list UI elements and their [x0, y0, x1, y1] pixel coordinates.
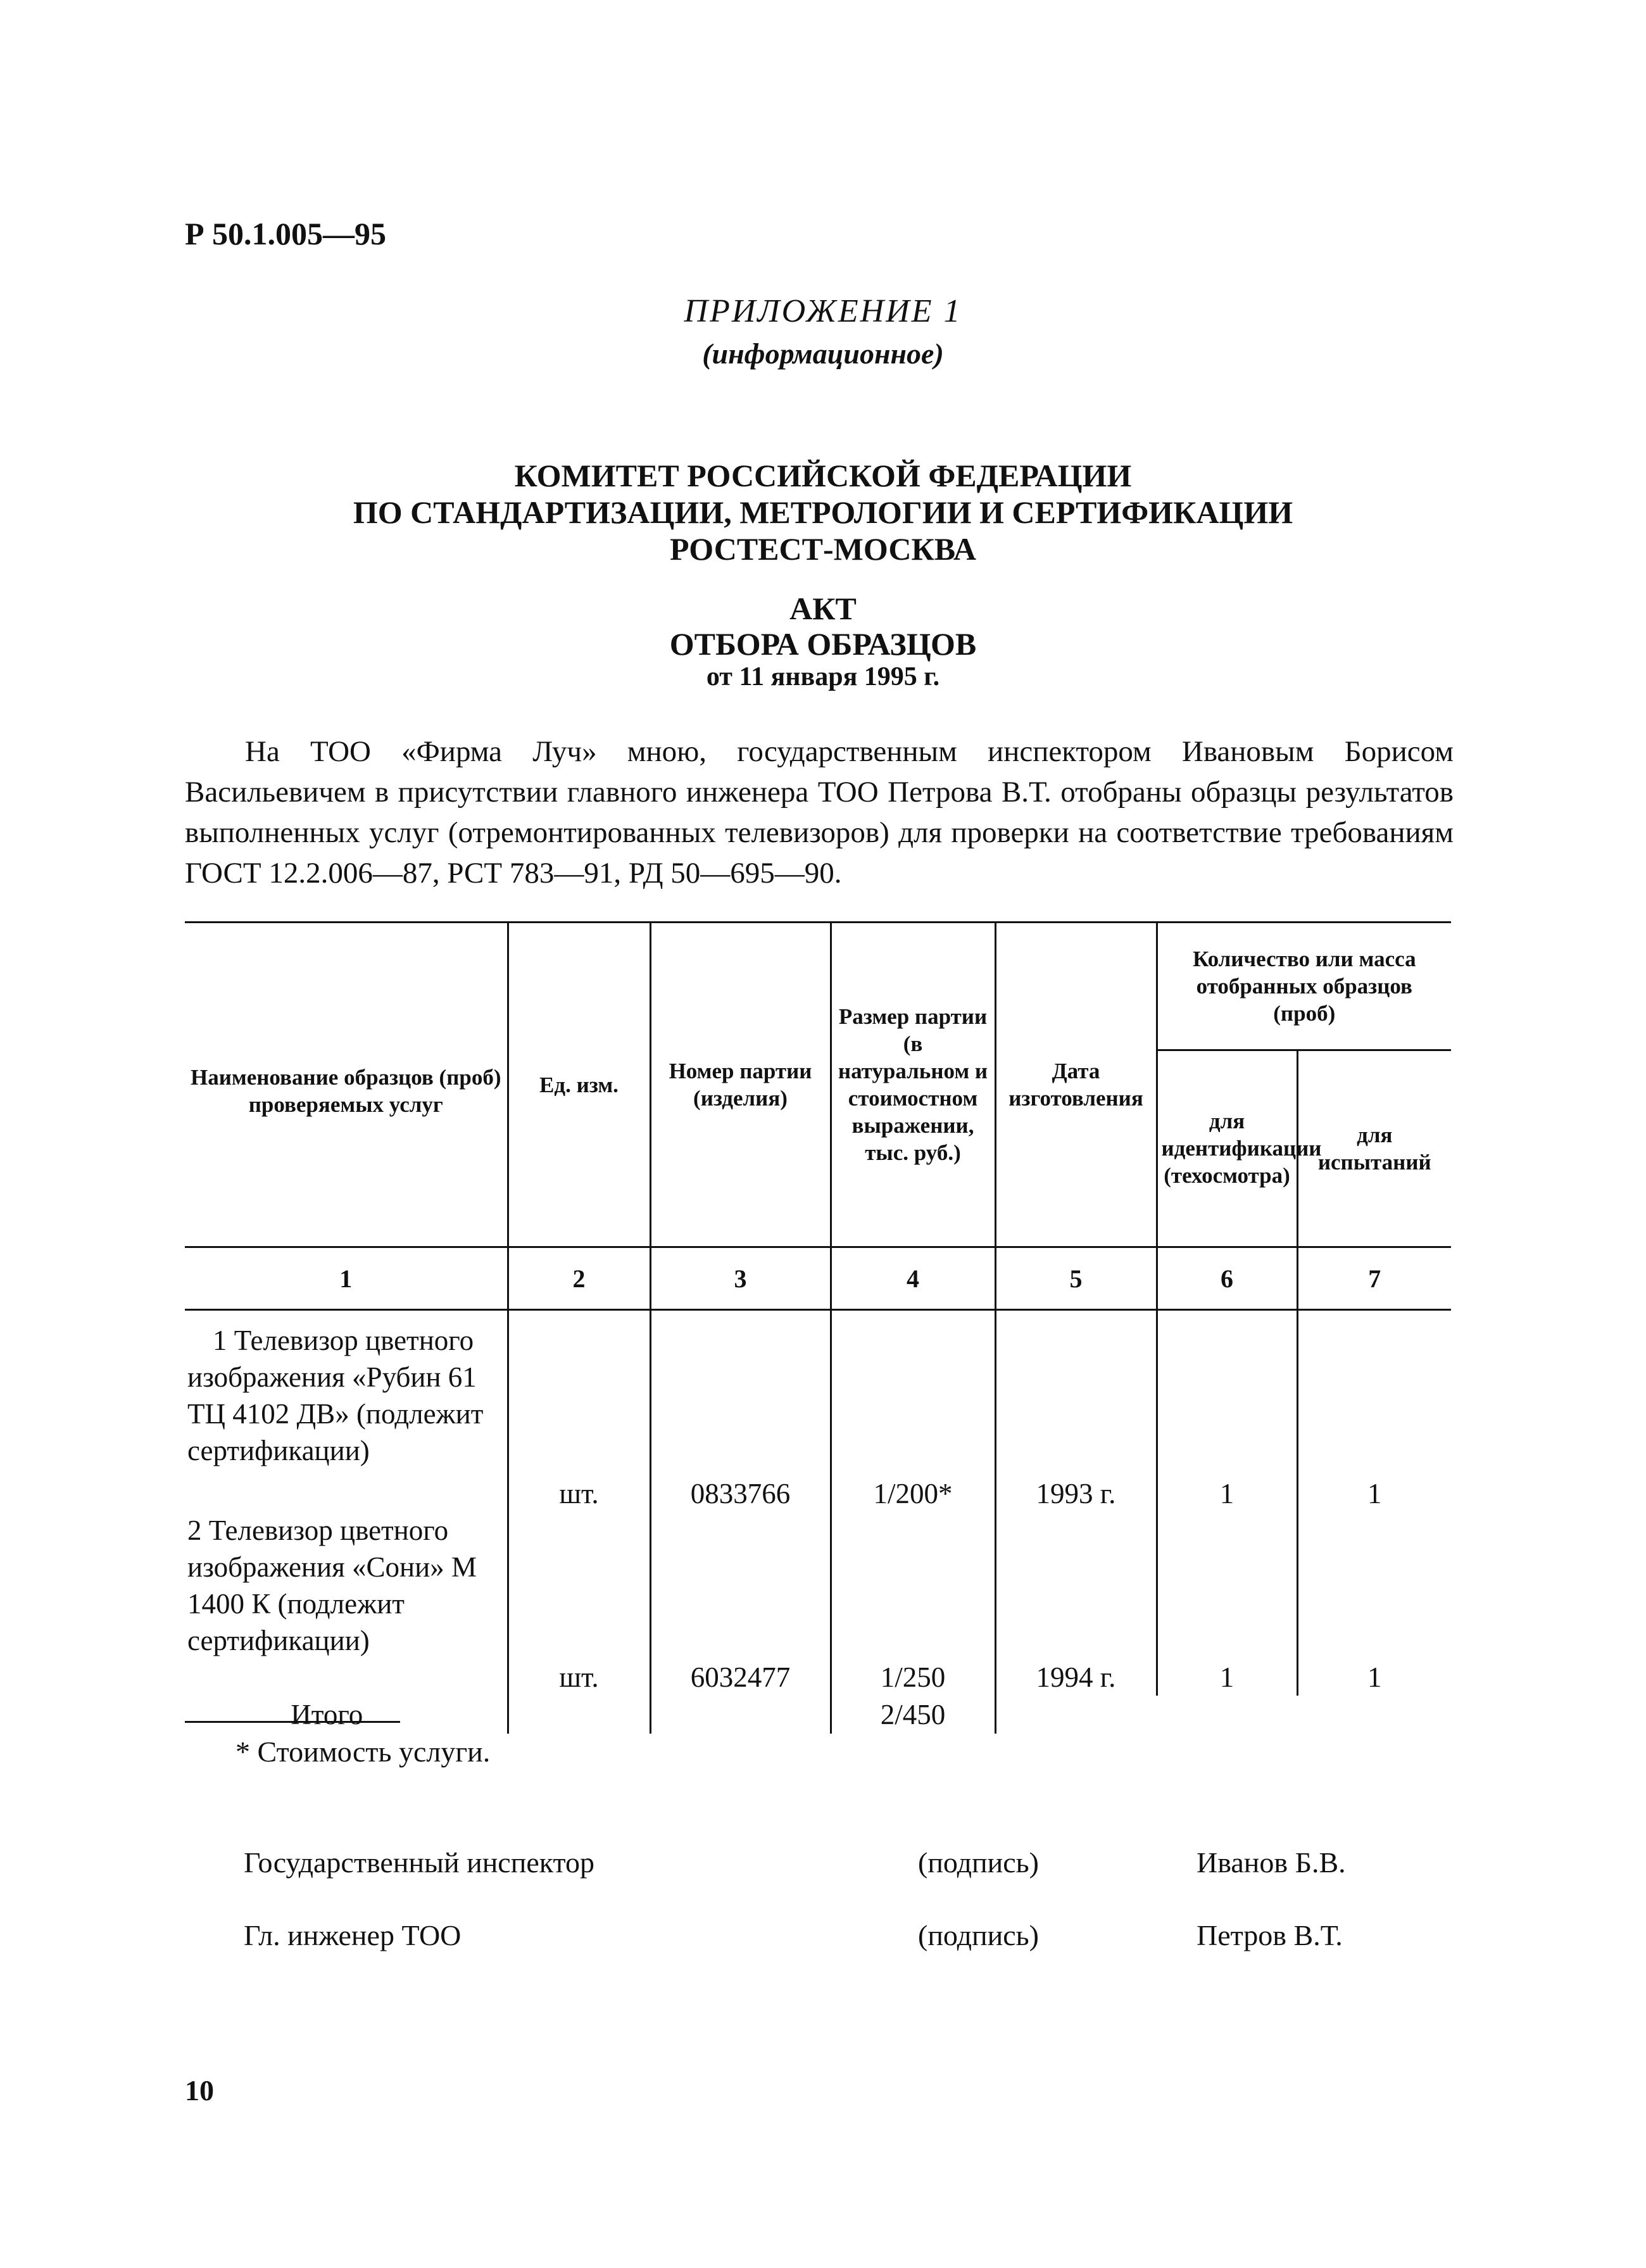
column-number: 4: [831, 1247, 995, 1310]
signature-role: Государственный инспектор: [244, 1846, 594, 1879]
row-name: 2 Телевизор цветного изображения «Сони» М 1400 К (подлежит сертификации): [187, 1515, 477, 1656]
column-number: 2: [508, 1247, 650, 1310]
signature-mark: (подпись): [918, 1919, 1039, 1951]
row-batch: 6032477: [650, 1512, 831, 1696]
row-size: 1/250: [831, 1512, 995, 1696]
total-row: [185, 1696, 1451, 1734]
row-date: 1993 г.: [995, 1310, 1157, 1513]
act-date: от 11 января 1995 г.: [706, 662, 940, 691]
samples-table: [185, 921, 1451, 1734]
header-unit: Ед. изм.: [508, 923, 650, 1247]
act-title: АКТ: [789, 591, 857, 626]
header-name: Наименование образцов (проб) проверяемых услуг: [185, 923, 508, 1247]
header-qty-group: Количество или масса отобранных образцов (проб): [1157, 923, 1451, 1050]
act-subtitle: ОТБОРА ОБРАЗЦОВ: [669, 626, 977, 662]
column-numbers-row: [185, 1247, 1451, 1310]
footnote: * Стоимость услуги.: [236, 1736, 491, 1768]
signature-name: Петров В.Т.: [1197, 1919, 1343, 1951]
table-row: [185, 1310, 1451, 1513]
row-unit: шт.: [508, 1310, 650, 1513]
table-row: [185, 1512, 1451, 1696]
signature-name: Иванов Б.В.: [1197, 1846, 1346, 1879]
row-qty-test: 1: [1367, 1661, 1382, 1693]
document-code: Р 50.1.005—95: [185, 216, 387, 251]
organization-line-3: РОСТЕСТ-МОСКВА: [669, 531, 977, 567]
column-number: 1: [185, 1247, 508, 1310]
header-qty-ident: для идентификации (техосмотра): [1157, 1050, 1297, 1247]
header-size: Размер партии (в натуральном и стоимостном выражении, тыс. руб.): [831, 923, 995, 1247]
act-paragraph: На ТОО «Фирма Луч» мною, государственным инспектором Ивановым Борисом Васильевичем в присутствии главного инженера ТОО Петрова В.Т. отобраны образцы результатов выполненных услуг (отремонтированных телевизоров) для проверки на соответствие требованиям ГОСТ 12.2.006—87, РСТ 783—91, РД 50—695—90.: [185, 735, 1454, 890]
column-number: 3: [650, 1247, 831, 1310]
row-qty-test: 1: [1367, 1478, 1382, 1509]
appendix-title: ПРИЛОЖЕНИЕ 1: [684, 293, 962, 329]
row-batch: 0833766: [650, 1310, 831, 1513]
header-qty-test: для испытаний: [1297, 1050, 1451, 1247]
row-name: 1 Телевизор цветного изображения «Рубин 61 ТЦ 4102 ДВ» (подлежит сертификации): [187, 1325, 484, 1466]
footnote-divider: [185, 1721, 400, 1723]
row-size: 1/200*: [831, 1310, 995, 1513]
appendix-subtitle: (информационное): [702, 337, 944, 370]
row-date: 1994 г.: [995, 1512, 1157, 1696]
total-size: 2/450: [831, 1696, 995, 1734]
signature-mark: (подпись): [918, 1846, 1039, 1879]
total-label: Итого: [185, 1696, 508, 1734]
column-number: 7: [1297, 1247, 1451, 1310]
organization-line-1: КОМИТЕТ РОССИЙСКОЙ ФЕДЕРАЦИИ: [514, 458, 1132, 493]
column-number: 6: [1157, 1247, 1297, 1310]
column-number: 5: [995, 1247, 1157, 1310]
signature-role: Гл. инженер ТОО: [244, 1919, 462, 1951]
header-date: Дата изготовления: [995, 923, 1157, 1247]
row-qty-ident: 1: [1157, 1512, 1297, 1696]
row-qty-ident: 1: [1157, 1310, 1297, 1513]
page-number: 10: [185, 2074, 214, 2107]
row-unit: шт.: [508, 1512, 650, 1696]
organization-line-2: ПО СТАНДАРТИЗАЦИИ, МЕТРОЛОГИИ И СЕРТИФИКАЦИИ: [353, 495, 1293, 530]
header-batch: Номер партии (изделия): [650, 923, 831, 1247]
